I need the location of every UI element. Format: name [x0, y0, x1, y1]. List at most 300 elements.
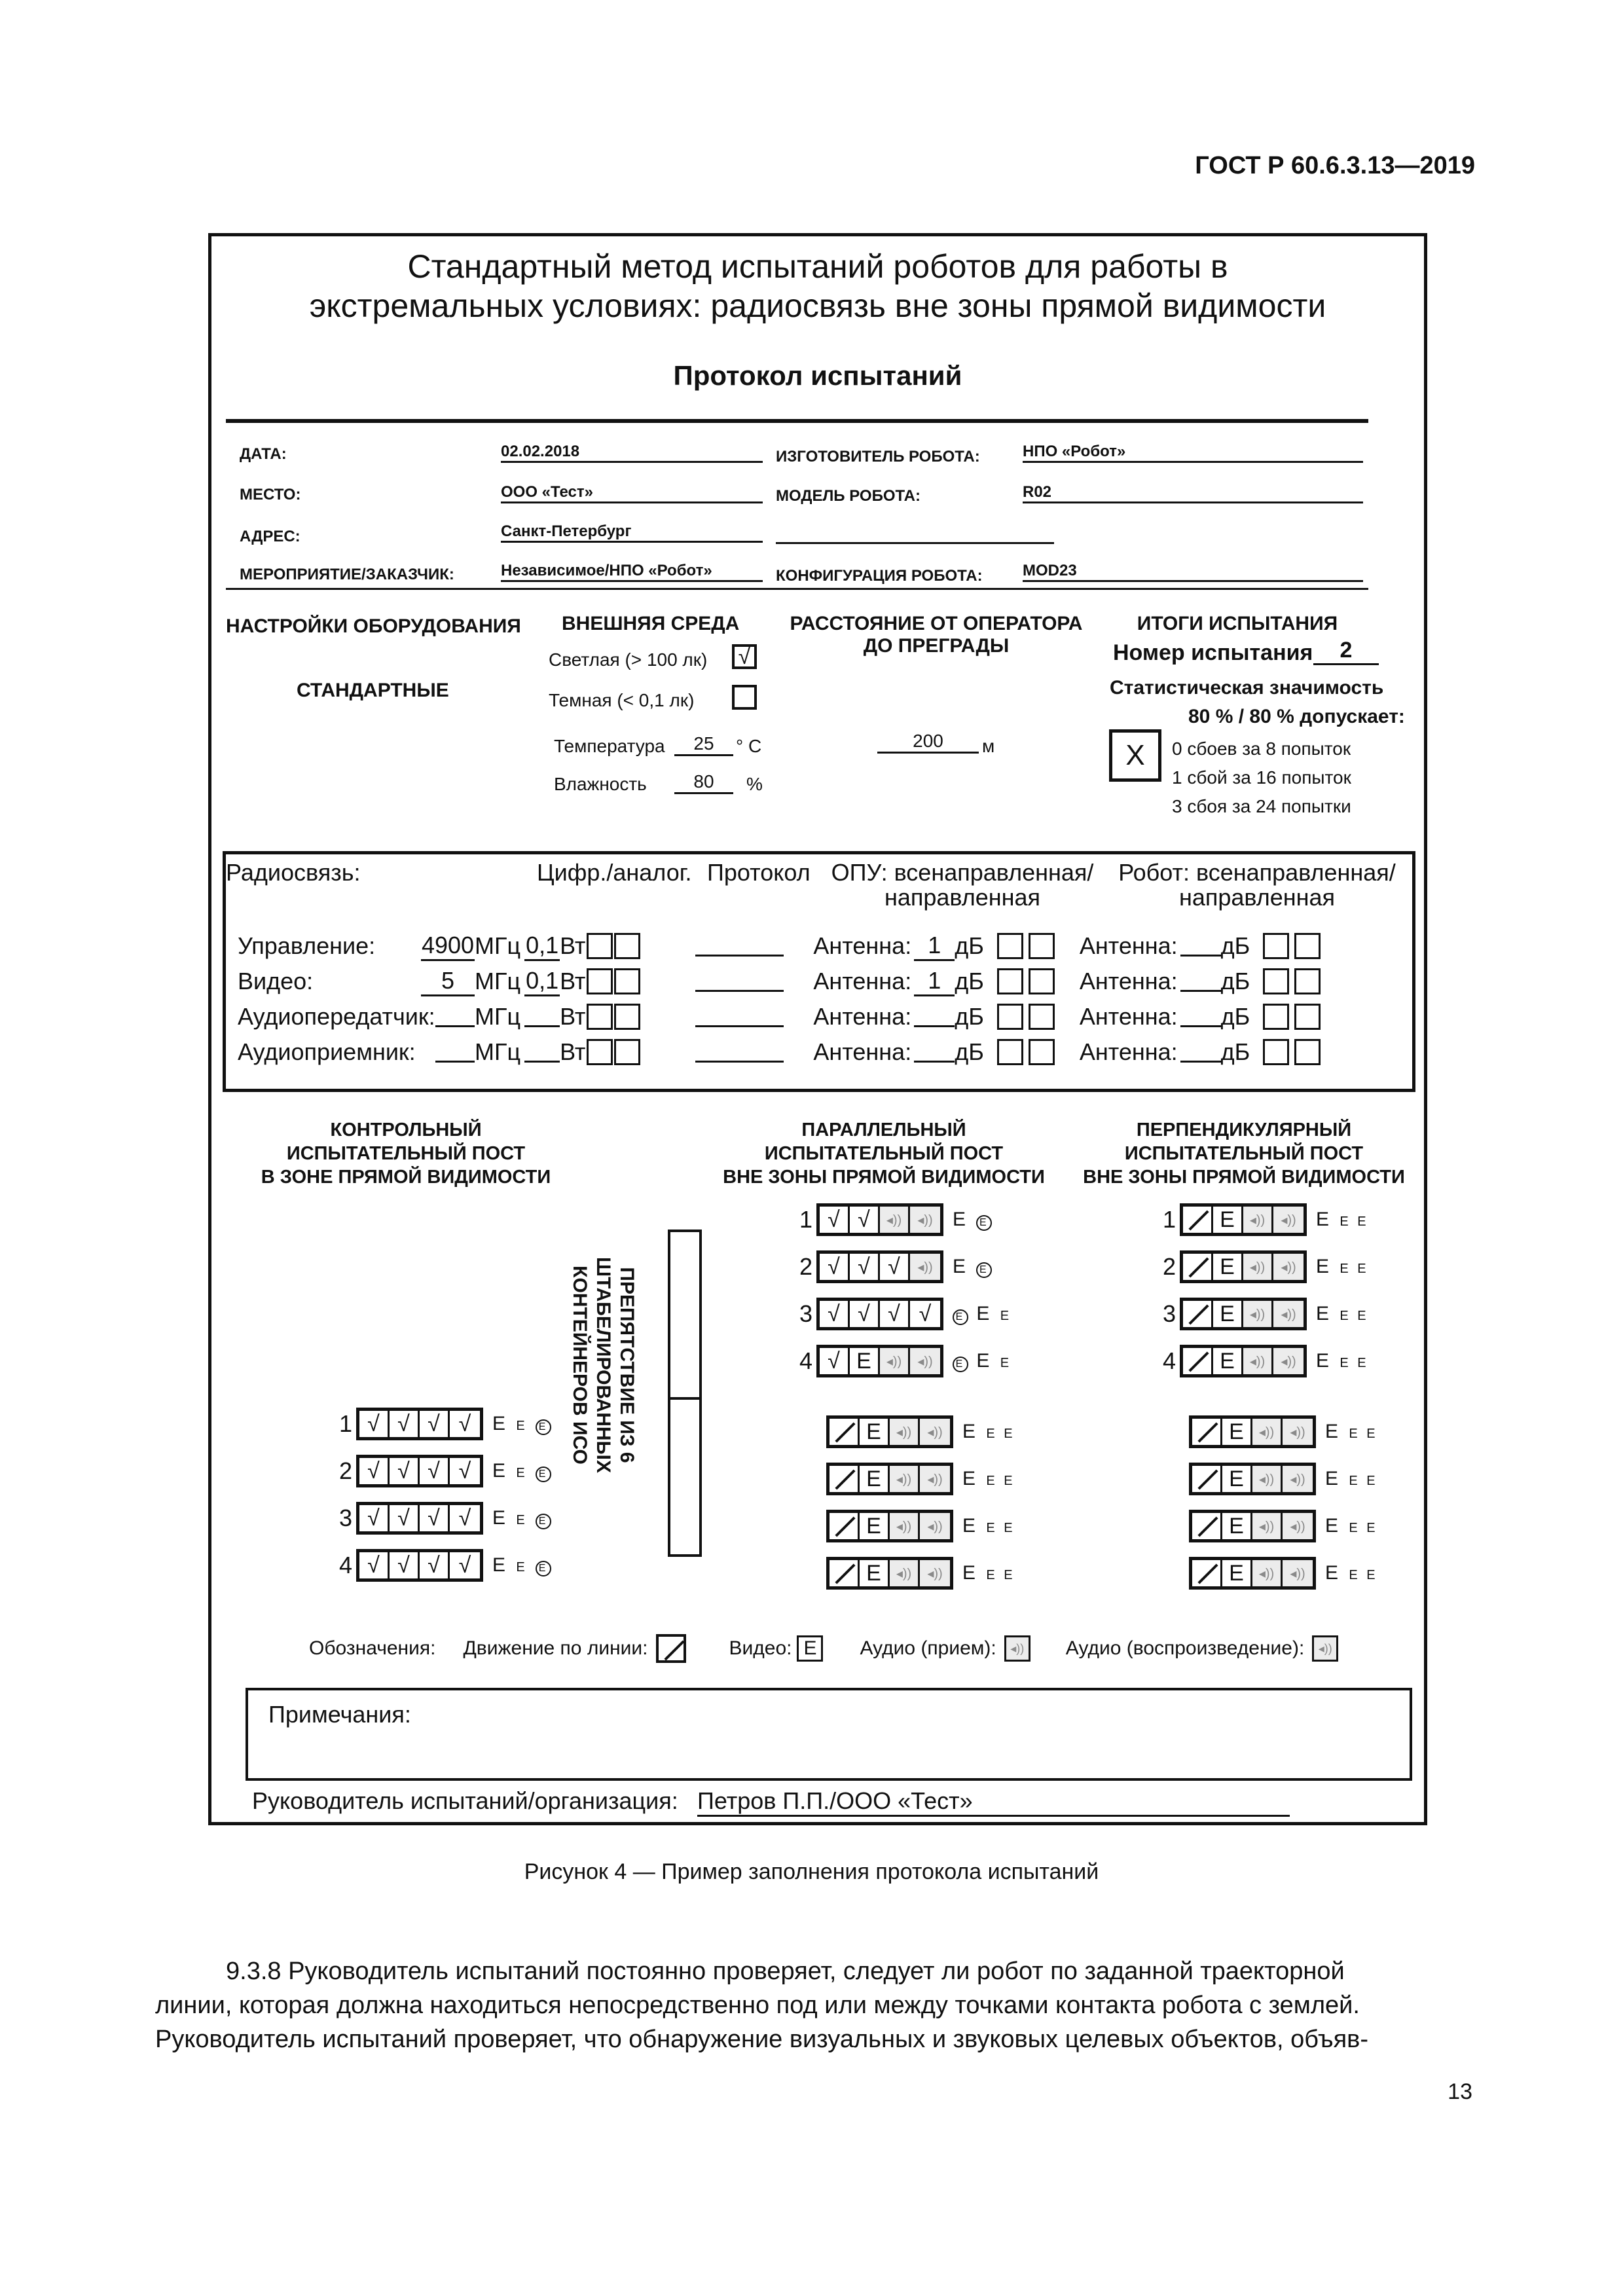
trial-cells — [816, 1250, 943, 1283]
trial-number: 2 — [1162, 1253, 1176, 1280]
audio-rx-cell[interactable]: ◂)) — [1243, 1301, 1273, 1327]
power-value — [524, 1042, 560, 1063]
trial-cell[interactable]: √ — [420, 1458, 450, 1484]
radio-col-robot-line1: Робот: всенаправленная/ — [1118, 859, 1396, 886]
trial-row — [1159, 1250, 1369, 1283]
results-title: ИТОГИ ИСПЫТАНИЯ — [1137, 613, 1338, 634]
dark-checkbox[interactable] — [732, 685, 757, 710]
place-label: МЕСТО: — [240, 486, 301, 503]
line-cell[interactable] — [1192, 1560, 1222, 1586]
trial-video-marks: E E E — [1316, 1256, 1369, 1277]
robot-gain-value — [1180, 971, 1221, 992]
line-cell[interactable] — [1192, 1466, 1222, 1492]
trial-number: 4 — [338, 1552, 352, 1578]
trial-video-marks: E E E — [953, 1303, 1012, 1325]
heading-line: В ЗОНЕ ПРЯМОЙ ВИДИМОСТИ — [261, 1167, 551, 1188]
analog-checkbox[interactable] — [614, 1004, 640, 1030]
audio-play-cell[interactable]: ◂)) — [1283, 1466, 1313, 1492]
blank-line — [776, 542, 1054, 544]
video-cell[interactable]: E — [1222, 1513, 1252, 1539]
robot-omni-checkbox[interactable] — [1263, 1004, 1289, 1030]
humidity-label: Влажность — [554, 774, 647, 794]
radio-row-label: Аудиоприемник: — [238, 1038, 416, 1065]
heading-line: ИСПЫТАТЕЛЬНЫЙ ПОСТ — [764, 1143, 1004, 1164]
trial-cell[interactable]: √ — [420, 1411, 450, 1437]
trial-cells — [1189, 1463, 1316, 1495]
trial-video-marks: E E E — [492, 1507, 551, 1529]
video-cell[interactable]: E — [860, 1419, 890, 1445]
radio-row — [238, 1034, 1410, 1070]
digital-checkbox[interactable] — [587, 933, 613, 959]
trial-video-marks: E E — [953, 1256, 992, 1278]
mhz-unit: МГц — [475, 1038, 521, 1065]
robot-directional-checkbox[interactable] — [1294, 968, 1321, 994]
video-cell[interactable]: E — [850, 1348, 880, 1374]
audio-play-cell[interactable]: ◂)) — [910, 1207, 940, 1233]
supervisor-label: Руководитель испытаний/организация: — [252, 1787, 678, 1814]
analog-checkbox[interactable] — [614, 933, 640, 959]
audio-play-cell[interactable]: ◂)) — [910, 1348, 940, 1374]
audio-rx-icon: ◂)) — [1004, 1635, 1030, 1662]
trial-row — [1159, 1298, 1369, 1330]
db-unit: дБ — [1220, 1003, 1250, 1030]
audio-play-cell[interactable]: ◂)) — [910, 1254, 940, 1280]
db-unit: дБ — [1220, 932, 1250, 959]
radio-row — [238, 999, 1410, 1034]
legend-line-label: Движение по линии: — [463, 1637, 648, 1659]
light-label: Светлая (> 100 лк) — [549, 649, 708, 670]
trial-row — [795, 1250, 1012, 1283]
opu-omni-checkbox[interactable] — [997, 968, 1023, 994]
trial-number: 3 — [1162, 1300, 1176, 1327]
db-unit: дБ — [955, 1038, 984, 1065]
trial-row — [1159, 1203, 1369, 1236]
audio-rx-cell[interactable]: ◂)) — [890, 1419, 920, 1445]
legend-video-label: Видео: — [729, 1637, 792, 1659]
humidity-value: 80 — [674, 771, 733, 794]
line-cell[interactable] — [830, 1466, 860, 1492]
trial-cell[interactable]: √ — [850, 1301, 880, 1327]
address-value: Санкт-Петербург — [501, 522, 763, 543]
power-value — [524, 1006, 560, 1027]
frequency-value: 5 — [421, 967, 475, 996]
config-label: КОНФИГУРАЦИЯ РОБОТА: — [776, 567, 983, 585]
robot-antenna-label: Антенна: — [1079, 968, 1178, 994]
mhz-unit: МГц — [475, 932, 521, 959]
audio-play-cell[interactable]: ◂)) — [920, 1560, 950, 1586]
parallel-post-empty-trials — [826, 1415, 1015, 1590]
trial-video-marks: E E E — [953, 1350, 1012, 1372]
trial-cell[interactable]: √ — [420, 1552, 450, 1578]
opu-directional-checkbox[interactable] — [1029, 968, 1055, 994]
trial-row — [795, 1345, 1012, 1377]
trial-row — [826, 1463, 1015, 1495]
audio-rx-cell[interactable]: ◂)) — [1252, 1466, 1283, 1492]
trial-cell[interactable]: √ — [390, 1411, 420, 1437]
trial-cells — [356, 1549, 483, 1582]
video-cell[interactable]: E — [860, 1513, 890, 1539]
perpendicular-post-heading — [1067, 1118, 1421, 1189]
audio-play-cell[interactable]: ◂)) — [1273, 1207, 1304, 1233]
heading-line: ВНЕ ЗОНЫ ПРЯМОЙ ВИДИМОСТИ — [723, 1167, 1045, 1188]
figure-caption: Рисунок 4 — Пример заполнения протокола испытаний — [524, 1859, 1099, 1884]
protocol-value — [695, 936, 784, 957]
trial-cells — [826, 1463, 953, 1495]
trial-cell[interactable]: √ — [880, 1254, 910, 1280]
analog-checkbox[interactable] — [614, 1039, 640, 1065]
trial-cells — [356, 1455, 483, 1487]
form-title-line2: экстремальных условиях: радиосвязь вне зоны прямой видимости — [309, 287, 1326, 324]
opu-antenna-label: Антенна: — [813, 932, 912, 959]
trial-video-marks: E E E — [1325, 1562, 1378, 1584]
trial-cell[interactable]: √ — [390, 1458, 420, 1484]
obstacle-label-line1: ПРЕПЯТСТВИЕ ИЗ 6 ШТАБЕЛИРОВАННЫХ — [593, 1257, 638, 1473]
obstacle-label-line2: КОНТЕЙНЕРОВ ИСО — [569, 1266, 591, 1465]
line-cell[interactable] — [830, 1419, 860, 1445]
heading-line: КОНТРОЛЬНЫЙ — [330, 1120, 482, 1140]
trial-row — [795, 1298, 1012, 1330]
trial-row — [1189, 1463, 1378, 1495]
db-unit: дБ — [1220, 968, 1250, 994]
db-unit: дБ — [1220, 1038, 1250, 1065]
heading-line: ПАРАЛЛЕЛЬНЫЙ — [801, 1120, 966, 1140]
radio-col-digital: Цифр./аналог. — [537, 859, 692, 886]
heading-line: ИСПЫТАТЕЛЬНЫЙ ПОСТ — [1124, 1143, 1364, 1164]
digital-checkbox[interactable] — [587, 968, 613, 994]
environment-title: ВНЕШНЯЯ СРЕДА — [562, 613, 740, 634]
robot-directional-checkbox[interactable] — [1294, 1039, 1321, 1065]
trial-cell[interactable]: √ — [359, 1458, 390, 1484]
trial-number: 1 — [799, 1206, 812, 1233]
audio-rx-cell[interactable]: ◂)) — [1252, 1560, 1283, 1586]
trial-number: 1 — [338, 1410, 352, 1437]
model-value: R02 — [1023, 483, 1363, 503]
line-cell[interactable] — [830, 1513, 860, 1539]
form-subtitle: Протокол испытаний — [673, 360, 962, 391]
protocol-value — [695, 971, 784, 992]
trial-cell[interactable]: √ — [820, 1301, 850, 1327]
perpendicular-post-empty-trials — [1189, 1415, 1378, 1590]
trial-video-marks: E E E — [1325, 1468, 1378, 1489]
stat-value: 80 % / 80 % допускает: — [1188, 706, 1405, 727]
trial-video-marks: E E E — [492, 1413, 551, 1435]
power-value: 0,1 — [524, 932, 560, 961]
robot-omni-checkbox[interactable] — [1263, 933, 1289, 959]
trial-row — [826, 1415, 1015, 1448]
video-cell[interactable]: E — [1213, 1254, 1243, 1280]
maker-label: ИЗГОТОВИТЕЛЬ РОБОТА: — [776, 448, 980, 465]
trial-row — [826, 1557, 1015, 1590]
trial-number: 4 — [1162, 1347, 1176, 1374]
trial-row — [1189, 1510, 1378, 1542]
trial-cells — [826, 1510, 953, 1542]
maker-value: НПО «Робот» — [1023, 443, 1363, 463]
db-unit: дБ — [955, 968, 984, 994]
place-value: ООО «Тест» — [501, 483, 763, 503]
trial-cell[interactable]: √ — [359, 1552, 390, 1578]
power-value: 0,1 — [524, 967, 560, 996]
watt-unit: Вт — [560, 1038, 586, 1065]
trial-row — [335, 1502, 551, 1535]
trial-cells — [826, 1415, 953, 1448]
trial-cell[interactable]: √ — [458, 1411, 471, 1436]
audio-play-cell[interactable]: ◂)) — [1273, 1254, 1304, 1280]
settings-value: СТАНДАРТНЫЕ — [297, 680, 449, 701]
trial-number: 2 — [799, 1253, 812, 1280]
heading-line: ИСПЫТАТЕЛЬНЫЙ ПОСТ — [286, 1143, 526, 1164]
analog-checkbox[interactable] — [614, 968, 640, 994]
video-cell[interactable]: E — [1222, 1466, 1252, 1492]
video-cell[interactable]: E — [1222, 1419, 1252, 1445]
trial-row — [335, 1408, 551, 1440]
distance-value: 200 — [877, 731, 979, 754]
db-unit: дБ — [955, 932, 984, 959]
watt-unit: Вт — [560, 932, 586, 959]
form-title-line1: Стандартный метод испытаний роботов для работы в — [407, 248, 1228, 285]
robot-directional-checkbox[interactable] — [1294, 933, 1321, 959]
radio-row-label: Управление: — [238, 932, 376, 959]
opu-antenna-label: Антенна: — [813, 1038, 912, 1065]
opu-antenna-label: Антенна: — [813, 968, 912, 994]
stat-label: Статистическая значимость — [1110, 677, 1384, 699]
result-option-1: 0 сбоев за 8 попыток — [1172, 738, 1351, 759]
trial-cell[interactable]: √ — [880, 1301, 910, 1327]
video-cell[interactable]: E — [860, 1560, 890, 1586]
humidity-unit: % — [746, 774, 763, 794]
event-value: Независимое/НПО «Робот» — [501, 562, 763, 582]
radio-row-label: Аудиопередатчик: — [238, 1003, 435, 1030]
date-value: 02.02.2018 — [501, 443, 763, 463]
line-cell[interactable] — [1183, 1207, 1213, 1233]
container-divider — [670, 1397, 699, 1400]
legend-audio-rx-label: Аудио (прием): — [860, 1637, 996, 1659]
radio-row-label: Видео: — [238, 968, 314, 994]
audio-rx-cell[interactable]: ◂)) — [890, 1560, 920, 1586]
opu-gain-value: 1 — [914, 967, 955, 996]
line-cell[interactable] — [1183, 1254, 1213, 1280]
legend-audio-play-label: Аудио (воспроизведение): — [1065, 1637, 1305, 1659]
light-checkbox[interactable]: √ — [732, 644, 757, 669]
radio-row — [238, 964, 1410, 999]
mhz-unit: МГц — [475, 968, 521, 994]
legend-title: Обозначения: — [309, 1637, 436, 1659]
trial-cell[interactable]: √ — [359, 1411, 390, 1437]
body-line-2: линии, которая должна находиться непосредственно под или между точками контакта робота с землей. — [155, 1992, 1360, 2019]
temp-value: 25 — [674, 733, 733, 756]
distance-unit: м — [982, 736, 995, 756]
config-value: MOD23 — [1023, 562, 1363, 582]
robot-omni-checkbox[interactable] — [1263, 1039, 1289, 1065]
trial-cell[interactable]: √ — [390, 1552, 420, 1578]
legend — [309, 1634, 1338, 1663]
trial-cells — [356, 1502, 483, 1535]
opu-gain-value — [914, 1042, 955, 1063]
trial-cell[interactable]: √ — [359, 1505, 390, 1531]
audio-rx-cell[interactable]: ◂)) — [1252, 1513, 1283, 1539]
frequency-value: 4900 — [421, 932, 475, 961]
digital-checkbox[interactable] — [587, 1039, 613, 1065]
trial-cell[interactable]: √ — [390, 1505, 420, 1531]
line-cell[interactable] — [830, 1560, 860, 1586]
trial-cells — [1180, 1203, 1307, 1236]
trial-cell[interactable]: √ — [820, 1254, 850, 1280]
trial-number: 3 — [338, 1504, 352, 1531]
trial-row — [335, 1549, 551, 1582]
distance-title-line1: РАССТОЯНИЕ ОТ ОПЕРАТОРА — [790, 613, 1083, 634]
opu-gain-value — [914, 1006, 955, 1027]
trial-video-marks: E E E — [1316, 1209, 1369, 1230]
audio-play-cell[interactable]: ◂)) — [1283, 1419, 1313, 1445]
date-label: ДАТА: — [240, 445, 287, 463]
notes-box[interactable] — [246, 1688, 1412, 1781]
trial-row — [1189, 1415, 1378, 1448]
perpendicular-post-trials — [1159, 1203, 1369, 1377]
control-post-heading — [249, 1118, 563, 1189]
line-cell[interactable] — [1192, 1513, 1222, 1539]
trial-video-marks: E E E — [1325, 1515, 1378, 1537]
audio-play-cell[interactable]: ◂)) — [1273, 1348, 1304, 1374]
audio-rx-cell[interactable]: ◂)) — [1243, 1254, 1273, 1280]
audio-rx-cell[interactable]: ◂)) — [1243, 1207, 1273, 1233]
watt-unit: Вт — [560, 968, 586, 994]
audio-play-cell[interactable]: ◂)) — [920, 1419, 950, 1445]
watt-unit: Вт — [560, 1003, 586, 1030]
parallel-post-heading — [707, 1118, 1061, 1189]
notes-label: Примечания: — [268, 1701, 411, 1728]
trial-video-marks: E E E — [1316, 1303, 1369, 1324]
test-number-value: 2 — [1313, 638, 1379, 665]
trial-cell[interactable]: √ — [850, 1254, 880, 1280]
frequency-value — [435, 1042, 475, 1063]
trial-video-marks: E E — [953, 1209, 992, 1231]
obstacle-containers — [668, 1230, 702, 1557]
audio-rx-cell[interactable]: ◂)) — [880, 1207, 910, 1233]
audio-rx-cell[interactable]: ◂)) — [890, 1466, 920, 1492]
protocol-value — [695, 1042, 784, 1063]
radio-col-opu-line2: направленная — [884, 884, 1041, 911]
trial-video-marks: E E E — [492, 1460, 551, 1482]
trial-number: 4 — [799, 1347, 812, 1374]
audio-play-icon: ◂)) — [1312, 1635, 1338, 1662]
opu-omni-checkbox[interactable] — [997, 1004, 1023, 1030]
trial-cells — [1189, 1557, 1316, 1590]
opu-gain-value: 1 — [914, 932, 955, 961]
trial-cell[interactable]: √ — [458, 1458, 471, 1484]
trial-cell[interactable]: √ — [820, 1207, 850, 1233]
video-cell[interactable]: E — [1213, 1207, 1243, 1233]
trial-cells — [356, 1408, 483, 1440]
trial-cell[interactable]: √ — [458, 1505, 471, 1531]
digital-checkbox[interactable] — [587, 1004, 613, 1030]
trial-number: 3 — [799, 1300, 812, 1327]
address-label: АДРЕС: — [240, 528, 301, 545]
audio-rx-cell[interactable]: ◂)) — [890, 1513, 920, 1539]
audio-rx-cell[interactable]: ◂)) — [1252, 1419, 1283, 1445]
line-cell[interactable] — [1183, 1348, 1213, 1374]
body-line-1: 9.3.8 Руководитель испытаний постоянно проверяет, следует ли робот по заданной траекторной — [226, 1958, 1345, 1985]
db-unit: дБ — [955, 1003, 984, 1030]
page-number: 13 — [1448, 2079, 1472, 2104]
title-divider — [226, 419, 1368, 423]
temp-unit: ° C — [736, 736, 762, 756]
line-cell[interactable] — [1183, 1301, 1213, 1327]
trial-row — [795, 1203, 1012, 1236]
audio-play-cell[interactable]: ◂)) — [1273, 1301, 1304, 1327]
event-label: МЕРОПРИЯТИЕ/ЗАКАЗЧИК: — [240, 566, 454, 583]
dark-label: Темная (< 0,1 лк) — [549, 690, 695, 710]
radio-rows — [238, 928, 1410, 1070]
trial-number: 2 — [338, 1457, 352, 1484]
radio-title: Радиосвязь: — [226, 859, 361, 886]
trial-cells — [1189, 1415, 1316, 1448]
supervisor-value: Петров П.П./ООО «Тест» — [697, 1787, 1290, 1817]
opu-directional-checkbox[interactable] — [1029, 933, 1055, 959]
trial-row — [826, 1510, 1015, 1542]
audio-rx-cell[interactable]: ◂)) — [880, 1348, 910, 1374]
audio-play-cell[interactable]: ◂)) — [920, 1513, 950, 1539]
trial-cell[interactable]: √ — [458, 1552, 471, 1578]
robot-antenna-label: Антенна: — [1079, 932, 1178, 959]
trial-cells — [1180, 1250, 1307, 1283]
trial-row — [1189, 1557, 1378, 1590]
fields-divider — [226, 588, 1368, 590]
radio-col-robot-line2: направленная — [1178, 884, 1336, 911]
settings-title: НАСТРОЙКИ ОБОРУДОВАНИЯ — [226, 615, 521, 637]
result-checkbox[interactable]: X — [1109, 729, 1161, 782]
opu-antenna-label: Антенна: — [813, 1003, 912, 1030]
trial-video-marks: E E E — [962, 1468, 1015, 1489]
trial-row — [335, 1455, 551, 1487]
opu-directional-checkbox[interactable] — [1029, 1039, 1055, 1065]
trial-video-marks: E E E — [962, 1562, 1015, 1584]
trial-video-marks: E E E — [1316, 1350, 1369, 1372]
trial-cells — [1180, 1298, 1307, 1330]
trial-cell[interactable]: √ — [420, 1505, 450, 1531]
video-cell[interactable]: E — [1213, 1348, 1243, 1374]
opu-omni-checkbox[interactable] — [997, 933, 1023, 959]
frequency-value — [435, 1006, 475, 1027]
radio-col-protocol: Протокол — [707, 859, 811, 886]
opu-omni-checkbox[interactable] — [997, 1039, 1023, 1065]
video-cell[interactable]: E — [1222, 1560, 1252, 1586]
trial-cell[interactable]: √ — [850, 1207, 880, 1233]
parallel-post-trials — [795, 1203, 1012, 1377]
line-cell[interactable] — [1192, 1419, 1222, 1445]
trial-cell[interactable]: √ — [919, 1301, 932, 1326]
protocol-value — [695, 1006, 784, 1027]
video-cell[interactable]: E — [1213, 1301, 1243, 1327]
audio-play-cell[interactable]: ◂)) — [1283, 1513, 1313, 1539]
radio-row — [238, 928, 1410, 964]
trial-cells — [816, 1203, 943, 1236]
video-cell[interactable]: E — [860, 1466, 890, 1492]
audio-rx-cell[interactable]: ◂)) — [1243, 1348, 1273, 1374]
model-label: МОДЕЛЬ РОБОТА: — [776, 487, 921, 505]
opu-directional-checkbox[interactable] — [1029, 1004, 1055, 1030]
trial-cells — [816, 1345, 943, 1377]
trial-cells — [1189, 1510, 1316, 1542]
heading-line: ПЕРПЕНДИКУЛЯРНЫЙ — [1136, 1120, 1352, 1140]
robot-gain-value — [1180, 936, 1221, 957]
test-number-label: Номер испытания — [1113, 640, 1313, 665]
robot-directional-checkbox[interactable] — [1294, 1004, 1321, 1030]
audio-play-cell[interactable]: ◂)) — [1283, 1560, 1313, 1586]
trial-cell[interactable]: √ — [820, 1348, 850, 1374]
trial-video-marks: E E E — [962, 1515, 1015, 1537]
document-code: ГОСТ Р 60.6.3.13—2019 — [1195, 152, 1475, 179]
audio-play-cell[interactable]: ◂)) — [920, 1466, 950, 1492]
robot-omni-checkbox[interactable] — [1263, 968, 1289, 994]
